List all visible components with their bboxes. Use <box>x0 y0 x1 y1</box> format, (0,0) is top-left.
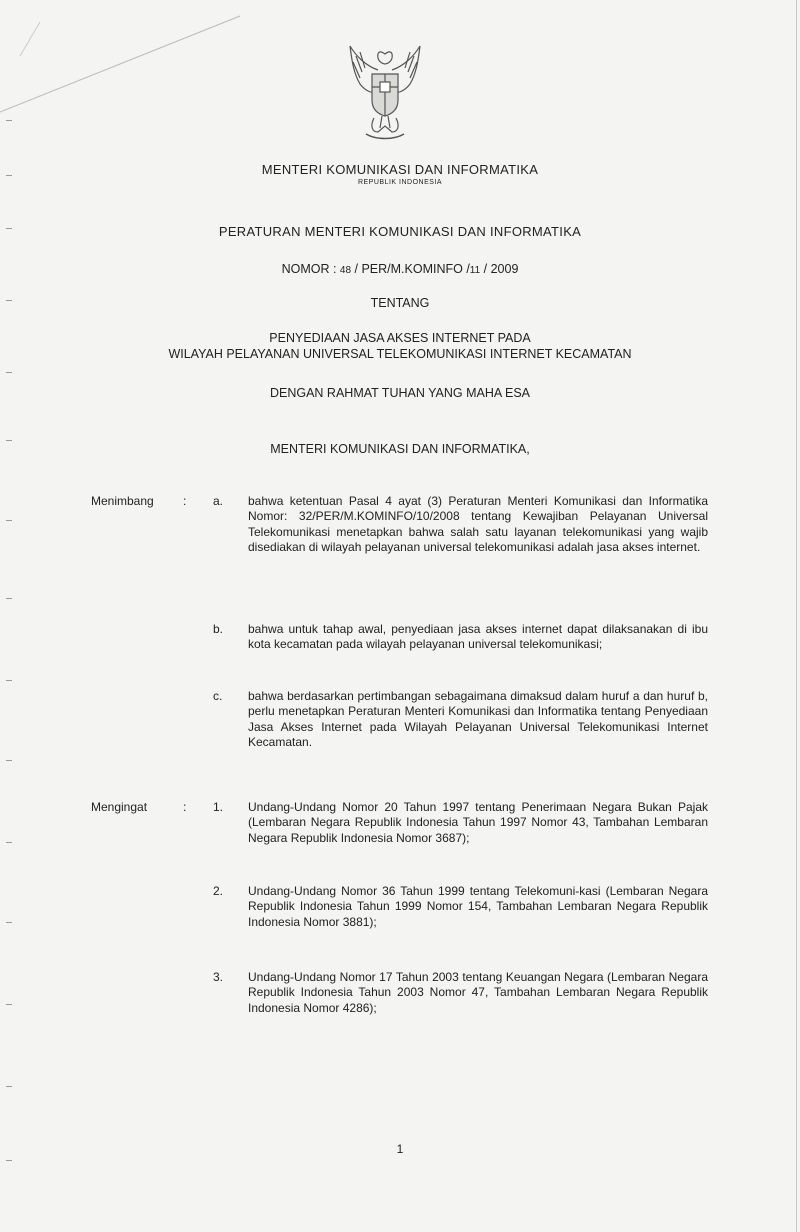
number-middle: / PER/M.KOMINFO / <box>351 262 470 276</box>
menimbang-item-mark: a. <box>213 494 224 508</box>
mengingat-item-text: Undang-Undang Nomor 17 Tahun 2003 tentang Keuangan Negara (Lembaran Negara Republik Indonesia Tahun 2003 Nomor 47, Tambahan Lembaran Negara Republik Indonesia Nomor 4286); <box>248 970 708 1015</box>
mengingat-label: Mengingat <box>91 800 148 814</box>
margin-mark <box>6 1004 12 1005</box>
margin-mark <box>6 842 12 843</box>
page-number: 1 <box>396 1142 404 1156</box>
issuer-heading: MENTERI KOMUNIKASI DAN INFORMATIKA, <box>270 442 530 456</box>
menimbang-colon: : <box>183 494 187 508</box>
mengingat-item-text: Undang-Undang Nomor 20 Tahun 1997 tentang Penerimaan Negara Bukan Pajak (Lembaran Negara Republik Indonesia Tahun 1997 Nomor 43, Tambahan Lembaran Negara Republik Indonesia Nomor 3687); <box>248 800 708 845</box>
margin-mark <box>6 1160 12 1161</box>
regulation-number <box>0 262 800 276</box>
margin-mark <box>6 120 12 121</box>
margin-mark <box>6 922 12 923</box>
mengingat-item-mark: 1. <box>213 800 224 814</box>
margin-mark <box>6 1086 12 1087</box>
mengingat-colon: : <box>183 800 187 814</box>
subject-line-2: WILAYAH PELAYANAN UNIVERSAL TELEKOMUNIKASI INTERNET KECAMATAN <box>168 347 632 361</box>
menimbang-item-text: bahwa berdasarkan pertimbangan sebagaimana dimaksud dalam huruf a dan huruf b, perlu menetapkan Peraturan Menteri Komunikasi dan Informatika tentang Penyediaan Jasa Akses Internet pada Wilayah Pelayanan Universal Telekomunikasi Internet Kecamatan. <box>248 689 708 750</box>
garuda-emblem-icon <box>330 40 440 142</box>
menimbang-item-mark: b. <box>213 622 224 636</box>
margin-mark <box>6 598 12 599</box>
number-handwritten: 48 <box>339 265 352 276</box>
margin-mark <box>6 440 12 441</box>
regulation-title: PERATURAN MENTERI KOMUNIKASI DAN INFORMATIKA <box>218 224 582 239</box>
margin-mark <box>6 680 12 681</box>
subject-line-1: PENYEDIAAN JASA AKSES INTERNET PADA <box>269 331 531 345</box>
number-suffix: / 2009 <box>480 262 519 276</box>
country-subheading: REPUBLIK INDONESIA <box>357 179 443 186</box>
menimbang-label: Menimbang <box>91 494 154 508</box>
month-handwritten: 11 <box>469 265 481 276</box>
margin-mark <box>6 520 12 521</box>
margin-mark <box>6 372 12 373</box>
menimbang-item-text: bahwa ketentuan Pasal 4 ayat (3) Peraturan Menteri Komunikasi dan Informatika Nomor: 32/PER/M.KOMINFO/10/2008 tentang Kewajiban Pelayanan Universal Telekomunikasi menetapkan bahwa salah satu layanan telekomunikasi yang wajib disediakan di wilayah pelayanan universal telekomunikasi adalah jasa akses internet. <box>248 494 708 555</box>
mengingat-item-mark: 2. <box>213 884 224 898</box>
ministry-heading: MENTERI KOMUNIKASI DAN INFORMATIKA <box>261 162 539 177</box>
blessing-heading: DENGAN RAHMAT TUHAN YANG MAHA ESA <box>269 386 530 400</box>
menimbang-item-mark: c. <box>213 689 223 703</box>
margin-mark <box>6 760 12 761</box>
menimbang-item-text: bahwa untuk tahap awal, penyediaan jasa akses internet dapat dilaksanakan di ibu kota kecamatan pada wilayah pelayanan universal telekomunikasi; <box>248 622 708 652</box>
tentang-heading: TENTANG <box>370 296 430 310</box>
number-prefix: NOMOR : <box>281 262 340 276</box>
mengingat-item-mark: 3. <box>213 970 224 984</box>
mengingat-item-text: Undang-Undang Nomor 36 Tahun 1999 tentang Telekomuni-kasi (Lembaran Negara Republik Indonesia Tahun 1999 Nomor 154, Tambahan Lembaran Negara Republik Indonesia Nomor 3881); <box>248 884 708 929</box>
